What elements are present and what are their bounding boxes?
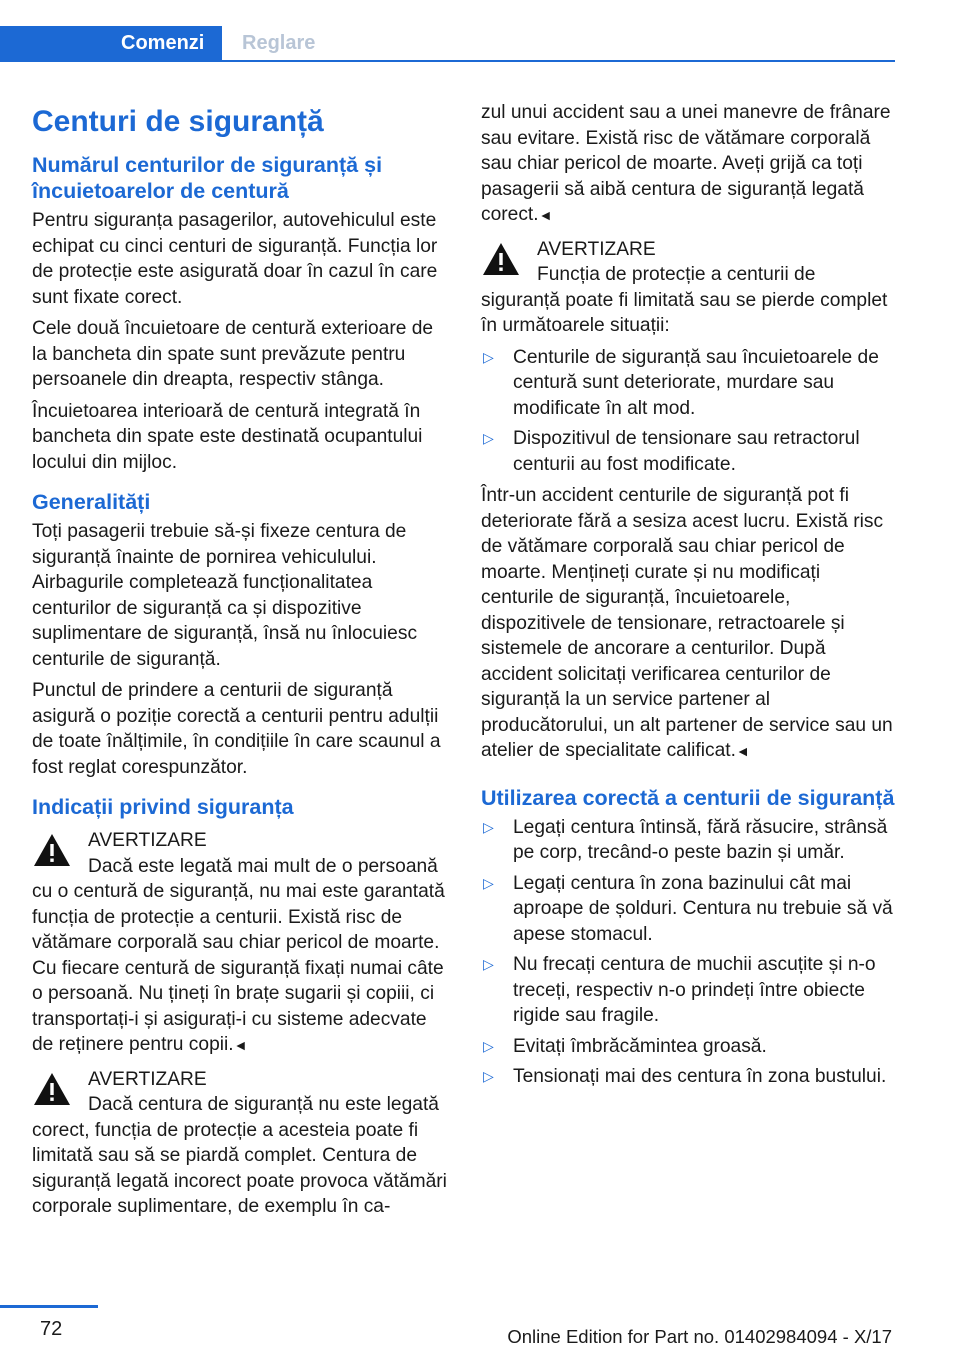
paragraph: Pentru siguranța pasagerilor, autovehiculul este echipat cu cinci centuri de siguranță. Funcția lor de protecție este asigurată doar în cazul în care sunt fixate corect.: [32, 210, 438, 308]
right-column: [481, 100, 896, 1096]
section-heading-general: Generalități: [32, 490, 151, 514]
bullet-triangle-icon: ▷: [483, 1068, 494, 1084]
paragraph: Cele două încuietoare de centură exterioare de la bancheta din spate sunt prevăzute pentru persoanele din dreapta, respectiv stânga.: [32, 318, 434, 390]
warning-block: [32, 1067, 447, 1220]
paragraph: Toți pasagerii trebuie să-și fixeze centura de siguranță înainte de pornirea vehiculului. Airbagurile completează funcționalitatea centurilor de siguranță ca și dispozitive suplimentare de siguranță, însă nu înlocuiesc centurile de siguranță.: [32, 521, 418, 670]
paragraph: Punctul de prindere a centurii de siguranță asigură o poziție corectă a centurii pentru adulții de toate înălțimile, în condițiile în care scaunul a fost reglat corespunzător.: [32, 680, 441, 778]
warning-label: AVERTIZARE: [537, 238, 656, 260]
list-item-text: Dispozitivul de tensionare sau retractorul centurii au fost modificate.: [513, 428, 860, 475]
warning-triangle-icon: [481, 241, 521, 277]
bullet-triangle-icon: ▷: [483, 1037, 494, 1054]
list-item-text: Tensionați mai des centura în zona bustului.: [513, 1066, 887, 1087]
paragraph: [481, 100, 896, 229]
bullet-triangle-icon: ▷: [483, 348, 494, 365]
warning-block: [32, 828, 447, 1059]
tab-underline: [222, 60, 895, 62]
list-item: [481, 952, 896, 1029]
list-item-text: Evitați îmbrăcămintea groasă.: [513, 1035, 767, 1057]
page-number: 72: [40, 1318, 63, 1340]
paragraph: [481, 483, 896, 765]
section-tabs: [0, 26, 895, 62]
edition-footer: Online Edition for Part no. 01402984094 - X/17: [507, 1326, 892, 1347]
list-item-text: Legați centura întinsă, fără răsucire, strânsă pe corp, trecând-o peste bazin și umăr.: [513, 816, 888, 863]
list-item: [481, 871, 896, 948]
section-heading-correct-use: Utilizarea corectă a centurii de siguranță: [481, 785, 895, 810]
continued-text: zul unui accident sau a unei manevre de frânare sau evitare. Există risc de vătămare corporală sau chiar pericol de moarte. Aveți grijă ca toți pasagerii să aibă centura de siguranță legată corect.: [481, 102, 891, 225]
list-item: [481, 426, 896, 477]
list-item: [481, 1064, 896, 1090]
list-item: [481, 1034, 896, 1060]
bullet-triangle-icon: ▷: [483, 956, 494, 972]
tab-comenzi[interactable]: Comenzi: [0, 26, 222, 62]
list-item: [481, 815, 896, 866]
paragraph-text: Într-un accident centurile de siguranță pot fi deteriorate fără a sesiza acest lucru. Există risc de vătămare corporală sau chiar pericol de moarte. Mențineți curate și nu modificați centurile de siguranță, încuietoarele, dispozitivele de tensionare, retractoarele și sistemele de ancorare a centurilor. După accident solicitați verificarea centurilor de siguranță la un service partener al producătorului, un alt partener de service sau un atelier de specialitate calificat.: [481, 485, 893, 761]
end-mark-icon: ◄: [538, 207, 553, 223]
bullet-triangle-icon: ▷: [483, 818, 494, 835]
warning-text: Dacă centura de siguranță nu este legată corect, funcția de protecție a acesteia poate fi limitată sau să se piardă complet. Centura de siguranță legată incorect poate provoca vătămări corporale suplimentare, de exemplu în ca-: [32, 1094, 447, 1217]
correct-use-list: [481, 815, 896, 1090]
section-heading-belt-count: Numărul centurilor de siguranță și încuietoarelor de centură: [32, 153, 383, 203]
end-mark-icon: ◄: [233, 1037, 248, 1053]
list-item-text: Centurile de siguranță sau încuietoarele de centură sunt deteriorate, murdare sau modificate în alt mod.: [513, 346, 879, 419]
section-heading-safety-notes: Indicații privind siguranța: [32, 795, 294, 819]
warning-triangle-icon: [32, 1071, 72, 1107]
warning-triangle-icon: [32, 832, 72, 868]
warning-label: AVERTIZARE: [88, 1068, 207, 1090]
warning-block: [481, 237, 896, 339]
list-item-text: Legați centura în zona bazinului cât mai aproape de șolduri. Centura nu trebuie să vă apese stomacul.: [513, 872, 893, 945]
warning-text: Dacă este legată mai mult de o persoană cu o centură de siguranță, nu mai este garantată funcția de protecție a centurii. Există risc de vătămare corporală sau chiar pericol de moarte. Cu fiecare centură de siguranță fixați numai câte o persoană. Nu țineți în brațe sugarii și copiii, ci transportați-i și asigurați-i cu sisteme adecvate de reținere pentru copii.: [32, 855, 445, 1055]
page-title: Centuri de siguranță: [32, 105, 324, 138]
warning-label: AVERTIZARE: [88, 830, 207, 851]
warning-text: Funcția de protecție a centurii de siguranță poate fi limitată sau se pierde complet în următoarele situații:: [481, 264, 888, 336]
bullet-triangle-icon: ▷: [483, 874, 494, 891]
end-mark-icon: ◄: [735, 743, 750, 759]
tab-reglare[interactable]: Reglare: [242, 32, 316, 54]
footer-rule: [0, 1305, 98, 1308]
bullet-triangle-icon: ▷: [483, 430, 494, 446]
paragraph: Încuietoarea interioară de centură integrată în bancheta din spate este destinată ocupantului locului din mijloc.: [32, 400, 423, 473]
warning-conditions-list: [481, 345, 896, 478]
list-item-text: Nu frecați centura de muchii ascuțite și n-o treceți, respectiv n-o prindeți între obiecte rigide sau fragile.: [513, 954, 876, 1026]
list-item: [481, 345, 896, 422]
left-column: [32, 100, 447, 1226]
